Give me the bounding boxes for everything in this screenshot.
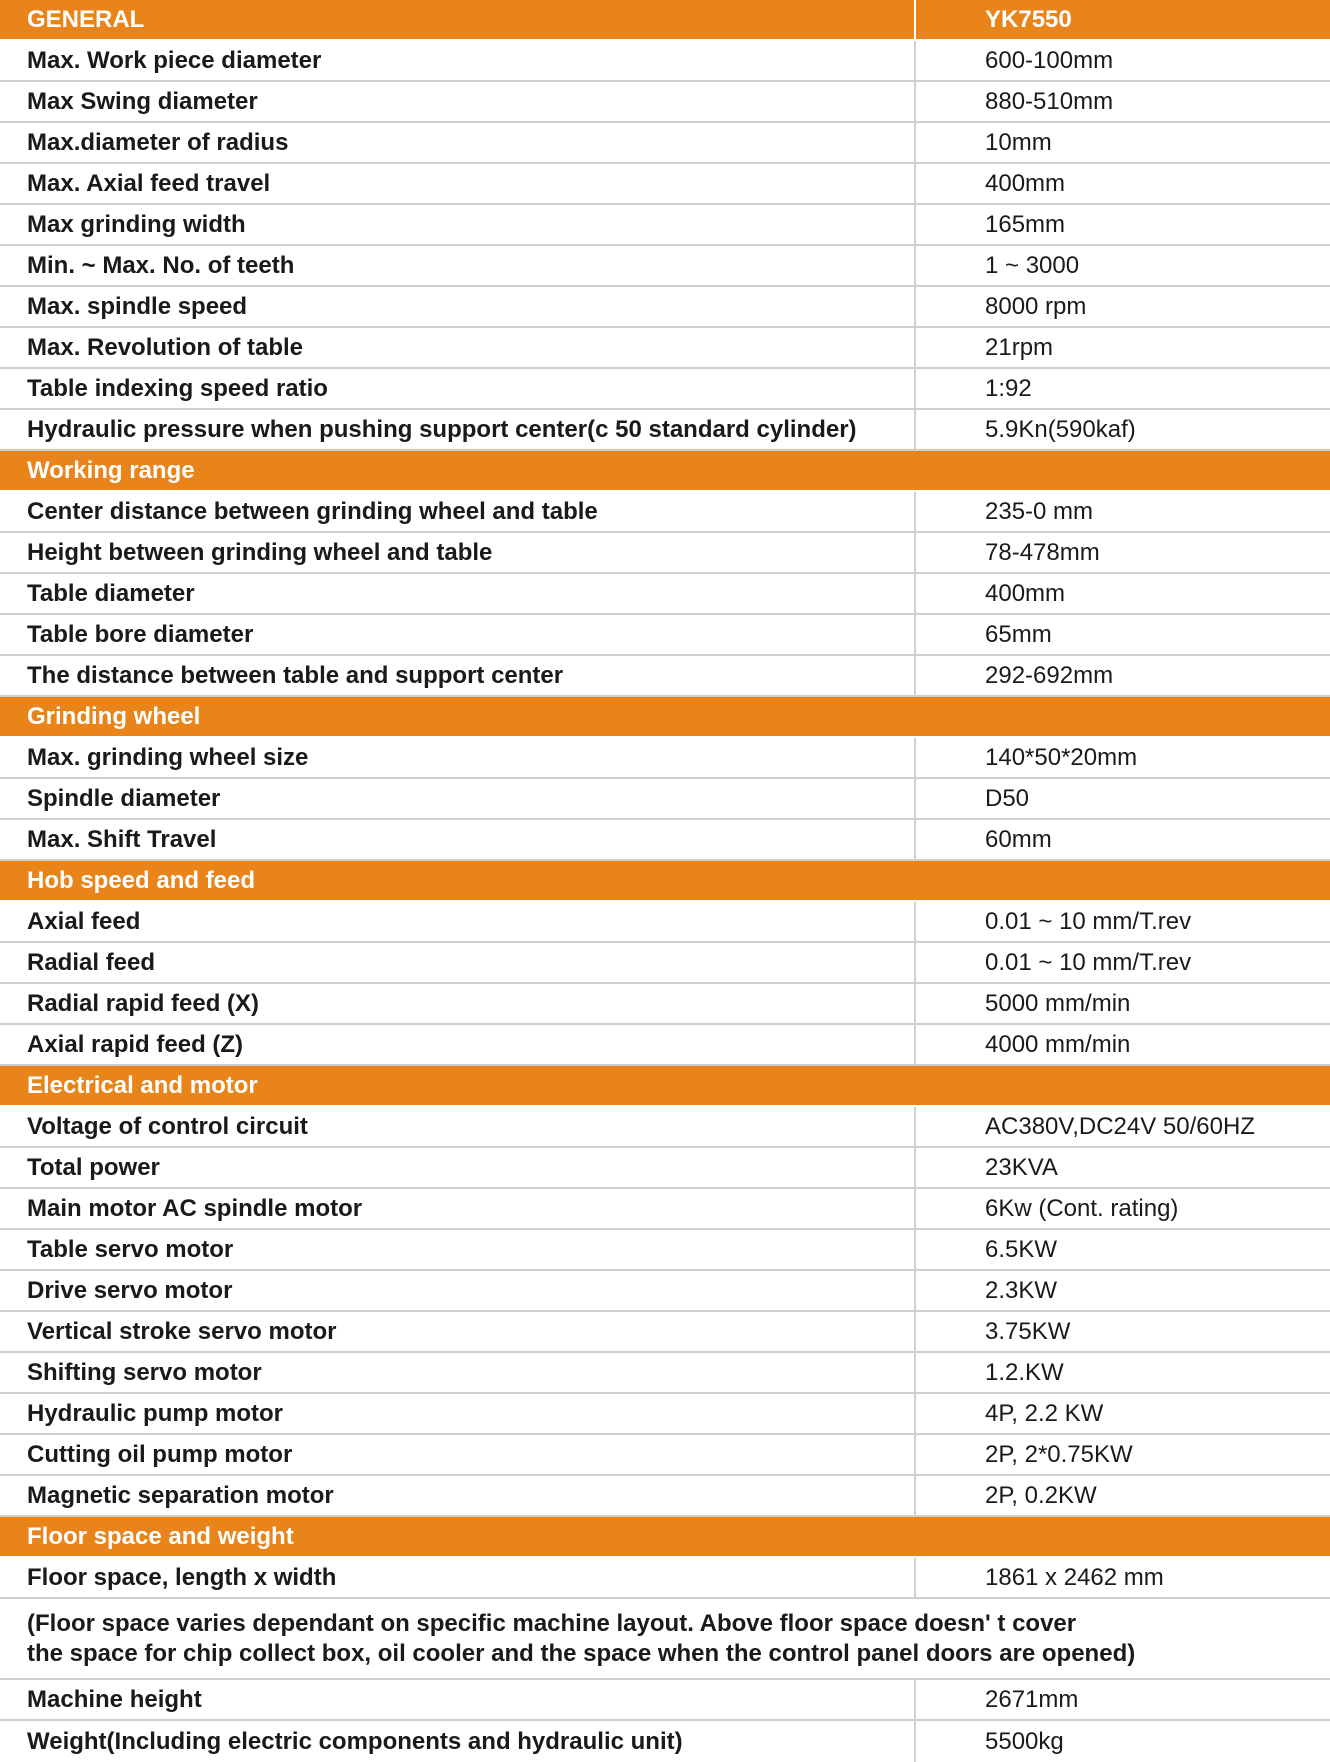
row-value: D50 bbox=[914, 779, 1330, 818]
section-title: Hob speed and feed bbox=[27, 866, 256, 894]
section-header-working-range bbox=[0, 451, 1330, 492]
row-label: Drive servo motor bbox=[27, 1276, 233, 1304]
row-value: 1.2.KW bbox=[914, 1353, 1330, 1392]
section-title: Working range bbox=[27, 456, 195, 484]
table-row bbox=[0, 1271, 1330, 1312]
row-label: Max. Revolution of table bbox=[27, 333, 304, 361]
row-label: Total power bbox=[27, 1153, 160, 1181]
section-title: Grinding wheel bbox=[27, 702, 201, 730]
table-row bbox=[0, 82, 1330, 123]
table-header bbox=[0, 0, 1330, 41]
row-label: Radial rapid feed (X) bbox=[27, 989, 260, 1017]
row-value: 0.01 ~ 10 mm/T.rev bbox=[914, 943, 1330, 982]
section-header-grinding-wheel bbox=[0, 697, 1330, 738]
header-model: YK7550 bbox=[914, 0, 1330, 39]
row-value: AC380V,DC24V 50/60HZ bbox=[914, 1107, 1330, 1146]
row-value: 1:92 bbox=[914, 369, 1330, 408]
table-row bbox=[0, 1721, 1330, 1762]
table-row bbox=[0, 205, 1330, 246]
row-label: Voltage of control circuit bbox=[27, 1112, 308, 1140]
table-row bbox=[0, 1230, 1330, 1271]
table-row bbox=[0, 533, 1330, 574]
table-row bbox=[0, 123, 1330, 164]
row-label: Shifting servo motor bbox=[27, 1358, 262, 1386]
row-label: Vertical stroke servo motor bbox=[27, 1317, 337, 1345]
row-value: 21rpm bbox=[914, 328, 1330, 367]
section-title: Electrical and motor bbox=[27, 1071, 258, 1099]
table-row bbox=[0, 656, 1330, 697]
row-value: 1861 x 2462 mm bbox=[914, 1558, 1330, 1597]
row-value: 10mm bbox=[914, 123, 1330, 162]
table-row bbox=[0, 902, 1330, 943]
row-label: Hydraulic pump motor bbox=[27, 1399, 284, 1427]
row-label: Table bore diameter bbox=[27, 620, 254, 648]
row-value: 400mm bbox=[914, 164, 1330, 203]
row-value: 78-478mm bbox=[914, 533, 1330, 572]
table-row bbox=[0, 369, 1330, 410]
row-label: Max. spindle speed bbox=[27, 292, 248, 320]
row-label: Axial rapid feed (Z) bbox=[27, 1030, 244, 1058]
table-row bbox=[0, 574, 1330, 615]
table-row bbox=[0, 246, 1330, 287]
row-label: Spindle diameter bbox=[27, 784, 221, 812]
row-value: 6.5KW bbox=[914, 1230, 1330, 1269]
section-title: Floor space and weight bbox=[27, 1522, 294, 1550]
row-label: Floor space, length x width bbox=[27, 1563, 337, 1591]
row-label: Max. grinding wheel size bbox=[27, 743, 309, 771]
row-label: Weight(Including electric components and hydraulic unit) bbox=[27, 1727, 683, 1755]
table-row bbox=[0, 738, 1330, 779]
row-value: 4000 mm/min bbox=[914, 1025, 1330, 1064]
table-row bbox=[0, 164, 1330, 205]
table-row bbox=[0, 410, 1330, 451]
table-row bbox=[0, 1148, 1330, 1189]
table-row bbox=[0, 287, 1330, 328]
row-label: Max. Shift Travel bbox=[27, 825, 217, 853]
row-value: 140*50*20mm bbox=[914, 738, 1330, 777]
row-value: 6Kw (Cont. rating) bbox=[914, 1189, 1330, 1228]
table-row bbox=[0, 1189, 1330, 1230]
row-label: Center distance between grinding wheel and table bbox=[27, 497, 598, 525]
row-value: 5.9Kn(590kaf) bbox=[914, 410, 1330, 449]
table-row bbox=[0, 1680, 1330, 1721]
row-label: Max Swing diameter bbox=[27, 87, 258, 115]
row-value: 4P, 2.2 KW bbox=[914, 1394, 1330, 1433]
row-label: Table indexing speed ratio bbox=[27, 374, 328, 402]
row-label: Max. Work piece diameter bbox=[27, 46, 322, 74]
row-value: 2.3KW bbox=[914, 1271, 1330, 1310]
row-label: Max. Axial feed travel bbox=[27, 169, 271, 197]
table-row bbox=[0, 1394, 1330, 1435]
row-value: 1 ~ 3000 bbox=[914, 246, 1330, 285]
table-row bbox=[0, 820, 1330, 861]
row-label: Cutting oil pump motor bbox=[27, 1440, 293, 1468]
header-label: GENERAL bbox=[27, 5, 145, 33]
note-line: (Floor space varies dependant on specific machine layout. Above floor space doesn' t cover bbox=[27, 1609, 1077, 1637]
row-label: Max.diameter of radius bbox=[27, 128, 289, 156]
table-row bbox=[0, 41, 1330, 82]
row-value: 65mm bbox=[914, 615, 1330, 654]
table-row bbox=[0, 1312, 1330, 1353]
row-value: 2671mm bbox=[914, 1680, 1330, 1719]
row-value: 8000 rpm bbox=[914, 287, 1330, 326]
table-row bbox=[0, 779, 1330, 820]
row-label: Table servo motor bbox=[27, 1235, 234, 1263]
row-value: 165mm bbox=[914, 205, 1330, 244]
table-row bbox=[0, 943, 1330, 984]
row-label: Machine height bbox=[27, 1685, 202, 1713]
row-value: 2P, 2*0.75KW bbox=[914, 1435, 1330, 1474]
row-value: 2P, 0.2KW bbox=[914, 1476, 1330, 1515]
row-label: The distance between table and support center bbox=[27, 661, 564, 689]
section-header-electrical bbox=[0, 1066, 1330, 1107]
row-value: 3.75KW bbox=[914, 1312, 1330, 1351]
section-header-hob-speed bbox=[0, 861, 1330, 902]
table-row bbox=[0, 1107, 1330, 1148]
row-value: 400mm bbox=[914, 574, 1330, 613]
row-value: 292-692mm bbox=[914, 656, 1330, 695]
note-line: the space for chip collect box, oil cooler and the space when the control panel doors are opened) bbox=[27, 1639, 1136, 1667]
row-label: Magnetic separation motor bbox=[27, 1481, 334, 1509]
section-header-floor-space bbox=[0, 1517, 1330, 1558]
row-value: 600-100mm bbox=[914, 41, 1330, 80]
table-row bbox=[0, 1353, 1330, 1394]
row-value: 60mm bbox=[914, 820, 1330, 859]
table-row bbox=[0, 1025, 1330, 1066]
table-row bbox=[0, 1435, 1330, 1476]
row-value: 235-0 mm bbox=[914, 492, 1330, 531]
row-label: Height between grinding wheel and table bbox=[27, 538, 493, 566]
table-row bbox=[0, 615, 1330, 656]
row-label: Max grinding width bbox=[27, 210, 246, 238]
floor-space-note bbox=[0, 1599, 1330, 1680]
row-value: 23KVA bbox=[914, 1148, 1330, 1187]
row-label: Min. ~ Max. No. of teeth bbox=[27, 251, 295, 279]
row-label: Radial feed bbox=[27, 948, 156, 976]
row-value: 880-510mm bbox=[914, 82, 1330, 121]
table-row bbox=[0, 492, 1330, 533]
table-row bbox=[0, 1476, 1330, 1517]
row-value: 0.01 ~ 10 mm/T.rev bbox=[914, 902, 1330, 941]
row-value: 5000 mm/min bbox=[914, 984, 1330, 1023]
row-label: Hydraulic pressure when pushing support center(c 50 standard cylinder) bbox=[27, 415, 857, 443]
table-row bbox=[0, 328, 1330, 369]
row-label: Table diameter bbox=[27, 579, 195, 607]
table-row bbox=[0, 984, 1330, 1025]
table-row bbox=[0, 1558, 1330, 1599]
note-text bbox=[0, 1599, 1330, 1678]
row-label: Main motor AC spindle motor bbox=[27, 1194, 363, 1222]
row-label: Axial feed bbox=[27, 907, 141, 935]
row-value: 5500kg bbox=[914, 1721, 1330, 1762]
